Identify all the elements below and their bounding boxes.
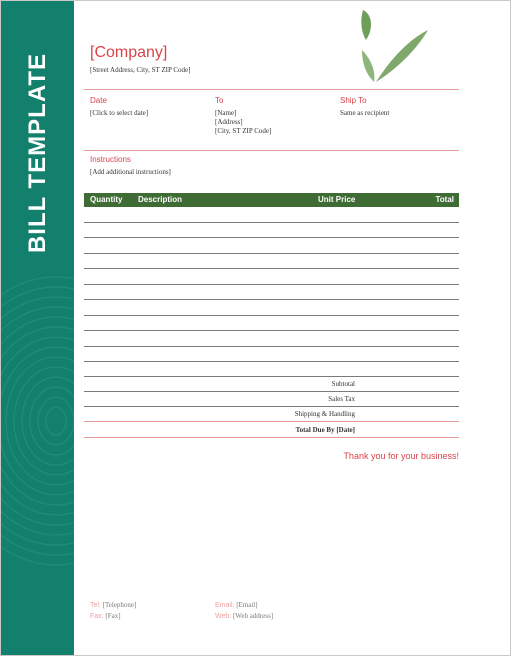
date-label: Date bbox=[90, 96, 107, 105]
email-label: Email: bbox=[215, 602, 235, 609]
fax-value: [Fax] bbox=[105, 612, 121, 620]
email-value: [Email] bbox=[236, 601, 258, 609]
recipient-city: [City, ST ZIP Code] bbox=[215, 127, 272, 135]
table-row[interactable] bbox=[84, 330, 459, 331]
instructions-label: Instructions bbox=[90, 155, 131, 164]
web-value: [Web address] bbox=[232, 612, 274, 620]
table-row[interactable] bbox=[84, 361, 459, 362]
subtotal-label: Subtotal bbox=[331, 380, 355, 388]
divider bbox=[84, 437, 459, 438]
table-row[interactable] bbox=[84, 315, 459, 316]
table-row[interactable] bbox=[84, 299, 459, 300]
fax-label: Fax: bbox=[90, 613, 104, 620]
column-description: Description bbox=[138, 195, 183, 204]
divider bbox=[84, 421, 459, 422]
footer-telephone bbox=[90, 601, 136, 609]
column-total: Total bbox=[435, 195, 454, 204]
company-address: [Street Address, City, ST ZIP Code] bbox=[90, 66, 191, 74]
table-row[interactable] bbox=[84, 237, 459, 238]
shipping-label: Shipping & Handling bbox=[294, 410, 355, 418]
shipto-label: Ship To bbox=[340, 96, 367, 105]
table-row[interactable] bbox=[84, 253, 459, 254]
date-field[interactable]: [Click to select date] bbox=[90, 109, 149, 117]
recipient-name: [Name] bbox=[215, 109, 237, 117]
table-row[interactable] bbox=[84, 376, 459, 377]
total-due-label: Total Due By [Date] bbox=[295, 426, 355, 434]
divider bbox=[84, 150, 459, 151]
divider bbox=[84, 391, 459, 392]
recipient-block bbox=[215, 109, 271, 136]
company-name: [Company] bbox=[90, 44, 168, 61]
table-row[interactable] bbox=[84, 268, 459, 269]
tel-label: Tel: bbox=[90, 602, 101, 609]
instructions-field[interactable]: [Add additional instructions] bbox=[90, 168, 171, 176]
divider bbox=[84, 89, 459, 90]
leaf-logo-icon bbox=[360, 10, 432, 84]
web-label: Web: bbox=[215, 613, 232, 620]
sales-tax-label: Sales Tax bbox=[328, 395, 355, 403]
table-header bbox=[84, 193, 459, 207]
shipto-value: Same as recipient bbox=[340, 109, 390, 117]
to-label: To bbox=[215, 96, 224, 105]
column-quantity: Quantity bbox=[90, 195, 123, 204]
sidebar-band bbox=[1, 1, 74, 655]
table-row[interactable] bbox=[84, 346, 459, 347]
footer-fax bbox=[90, 612, 121, 620]
table-row[interactable] bbox=[84, 222, 459, 223]
divider bbox=[84, 406, 459, 407]
tel-value: [Telephone] bbox=[102, 601, 137, 609]
sidebar-title: BILL TEMPLATE bbox=[24, 52, 51, 254]
thank-you-note: Thank you for your business! bbox=[343, 451, 459, 461]
footer-email bbox=[215, 601, 258, 609]
recipient-address: [Address] bbox=[215, 118, 243, 126]
footer-web bbox=[215, 612, 273, 620]
column-unit-price: Unit Price bbox=[318, 195, 356, 204]
table-row[interactable] bbox=[84, 284, 459, 285]
